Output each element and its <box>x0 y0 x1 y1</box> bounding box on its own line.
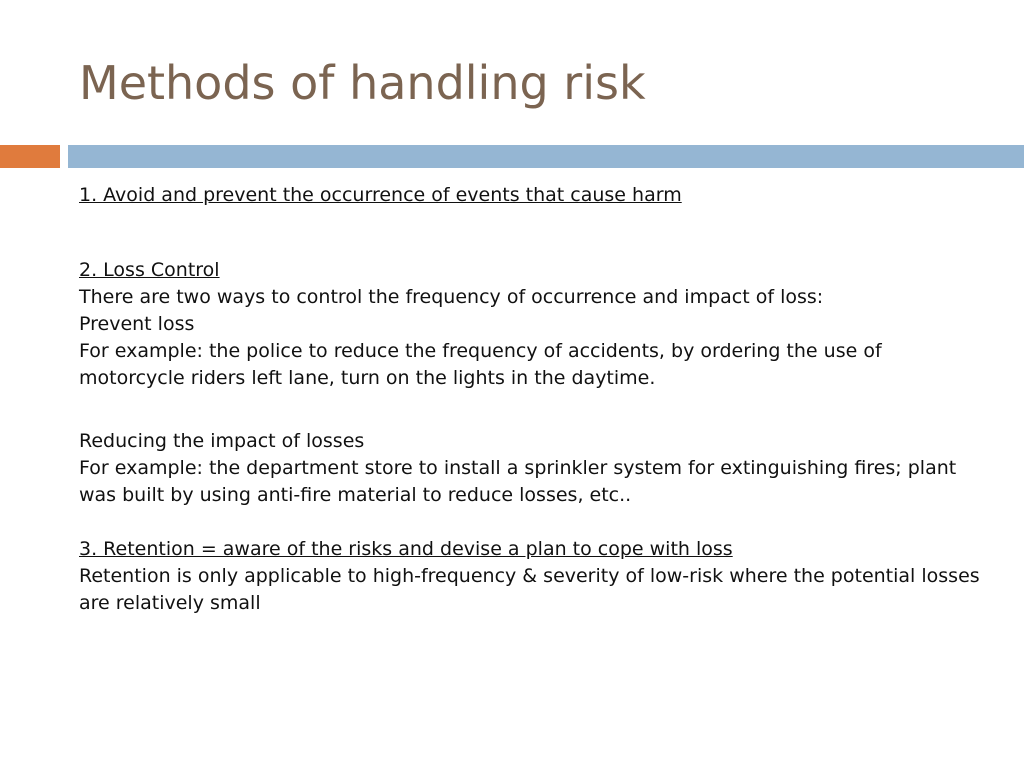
point2-prevent-label: Prevent loss <box>79 313 195 335</box>
slide-content <box>79 182 989 617</box>
spacer <box>79 392 989 428</box>
point2-reduce-label: Reducing the impact of losses <box>79 430 365 452</box>
point1-heading: 1. Avoid and prevent the occurrence of events that cause harm <box>79 184 682 206</box>
accent-bar-blue <box>68 145 1024 168</box>
point2-prevent-example: For example: the police to reduce the frequency of accidents, by ordering the use of motorcycle riders left lane, turn on the lights in the daytime. <box>79 340 882 389</box>
point3-body: Retention is only applicable to high-frequency & severity of low-risk where the potential losses are relatively small <box>79 565 980 614</box>
spacer <box>79 209 989 257</box>
spacer <box>79 509 989 536</box>
accent-bar-orange <box>0 145 60 168</box>
point2-intro: There are two ways to control the frequency of occurrence and impact of loss: <box>79 286 824 308</box>
point3-heading: 3. Retention = aware of the risks and devise a plan to cope with loss <box>79 538 733 560</box>
point2-heading: 2. Loss Control <box>79 259 220 281</box>
point2-reduce-example: For example: the department store to install a sprinkler system for extinguishing fires; plant was built by using anti-fire material to reduce losses, etc.. <box>79 457 957 506</box>
slide-title: Methods of handling risk <box>79 56 646 110</box>
